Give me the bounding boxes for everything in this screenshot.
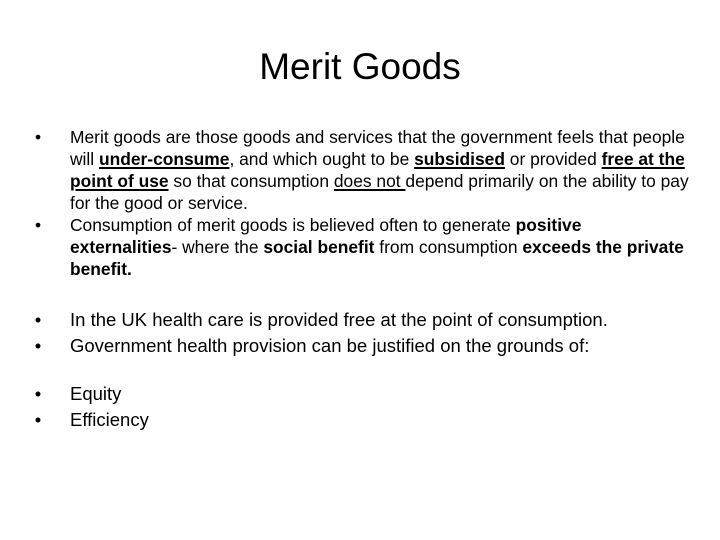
underlined-term: subsidised: [414, 149, 505, 169]
bold-term: positive externalities: [70, 215, 582, 257]
bullet-government-provision: [30, 333, 690, 359]
bullet-marker: •: [34, 215, 42, 235]
bullet-uk-health-care: [30, 307, 690, 333]
text: Equity: [70, 383, 122, 404]
underlined-term: free at the point of use: [70, 149, 685, 191]
text: from consumption: [374, 237, 523, 257]
text: Consumption of merit goods is believed often to generate: [70, 215, 516, 235]
text: or provided: [504, 149, 602, 169]
bullet-efficiency: [30, 407, 690, 433]
slide-title: Merit Goods: [259, 46, 461, 87]
text: Efficiency: [70, 409, 149, 430]
bullet-merit-goods-definition: [30, 126, 690, 214]
bullet-externalities: [30, 214, 690, 280]
text: Merit goods are those goods and services that the government feels that people will: [70, 127, 685, 169]
text: In the UK health care is provided free at the point of consumption.: [70, 309, 608, 330]
text: , and which ought to be: [229, 149, 415, 169]
bold-term: social benefit: [263, 237, 375, 257]
underlined-term: does not: [333, 171, 406, 191]
text: depend primarily on the ability to pay for the good or service.: [70, 171, 689, 213]
underlined-term: under-consume: [98, 149, 230, 169]
bullet-marker: •: [34, 127, 42, 147]
bullet-equity: [30, 381, 690, 407]
bullet-marker: •: [34, 335, 42, 356]
text: - where the: [171, 237, 264, 257]
text: Government health provision can be justified on the grounds of:: [70, 335, 590, 356]
bullet-marker: •: [34, 383, 42, 404]
bullet-list: [30, 126, 690, 433]
bullet-marker: •: [34, 409, 42, 430]
bold-term: exceeds the private benefit.: [70, 237, 684, 279]
text: so that consumption: [168, 171, 334, 191]
bullet-marker: •: [34, 309, 42, 330]
